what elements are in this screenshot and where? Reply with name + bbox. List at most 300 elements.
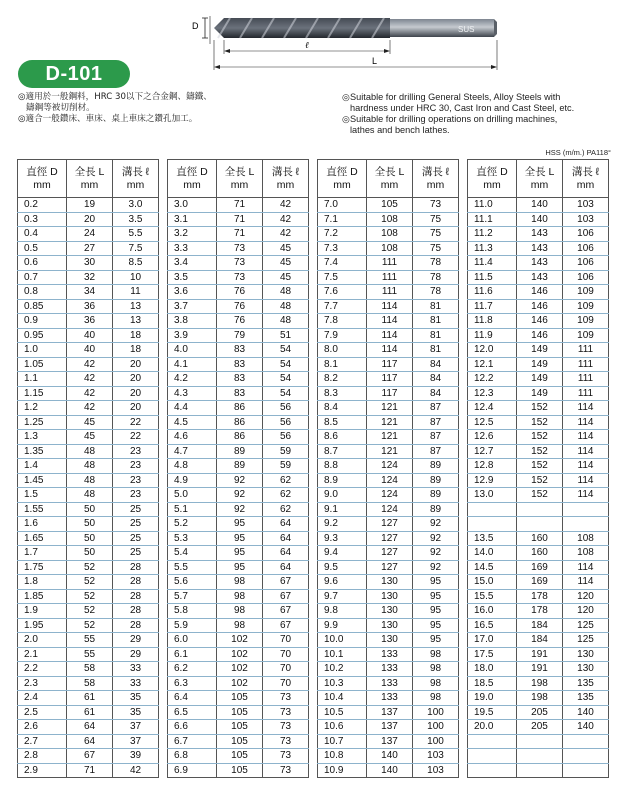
cell-diameter: 6.3 — [168, 676, 217, 691]
header-diameter — [18, 160, 67, 198]
table-row — [168, 343, 309, 358]
cell-diameter: 6.0 — [168, 633, 217, 648]
cell-flute-length: 11 — [113, 285, 159, 300]
cell-total-length: 71 — [217, 212, 263, 227]
cell-diameter: 11.0 — [468, 198, 517, 213]
cell-flute-length: 18 — [113, 328, 159, 343]
cell-diameter: 15.5 — [468, 589, 517, 604]
table-row — [18, 415, 159, 430]
cell-total-length: 95 — [217, 517, 263, 532]
cell-flute-length: 28 — [113, 618, 159, 633]
table-row — [318, 212, 459, 227]
table-row — [318, 676, 459, 691]
cell-total-length: 71 — [217, 198, 263, 213]
cell-diameter: 14.0 — [468, 546, 517, 561]
cell-diameter: 1.55 — [18, 502, 67, 517]
table-row — [318, 734, 459, 749]
cell-diameter: 1.8 — [18, 575, 67, 590]
cell-total-length: 50 — [67, 517, 113, 532]
table-row — [18, 212, 159, 227]
cell-diameter: 6.2 — [168, 662, 217, 677]
cell-diameter: 4.4 — [168, 401, 217, 416]
cell-total-length: 61 — [67, 705, 113, 720]
table-row — [168, 604, 309, 619]
cell-total-length: 95 — [217, 546, 263, 561]
table-row — [318, 444, 459, 459]
cell-diameter: 10.2 — [318, 662, 367, 677]
cell-diameter: 5.6 — [168, 575, 217, 590]
cell-diameter: 8.6 — [318, 430, 367, 445]
cell-diameter: 10.0 — [318, 633, 367, 648]
cell-flute-length: 62 — [263, 488, 309, 503]
cell-total-length: 124 — [367, 473, 413, 488]
spec-table — [317, 159, 459, 778]
cell-diameter: 2.4 — [18, 691, 67, 706]
cell-flute-length: 106 — [563, 256, 609, 271]
table-row — [318, 749, 459, 764]
cell-total-length — [517, 517, 563, 532]
cell-total-length: 48 — [67, 488, 113, 503]
table-row — [168, 401, 309, 416]
cell-flute-length: 135 — [563, 676, 609, 691]
table-row — [18, 676, 159, 691]
table-row — [18, 647, 159, 662]
table-row — [318, 357, 459, 372]
cell-flute-length: 59 — [263, 444, 309, 459]
table-row — [318, 517, 459, 532]
cell-total-length: 130 — [367, 633, 413, 648]
cell-flute-length: 70 — [263, 647, 309, 662]
cell-flute-length: 56 — [263, 415, 309, 430]
table-row — [168, 488, 309, 503]
cell-diameter: 2.1 — [18, 647, 67, 662]
cell-total-length: 137 — [367, 734, 413, 749]
cell-flute-length: 109 — [563, 328, 609, 343]
cell-diameter: 9.2 — [318, 517, 367, 532]
table-row — [468, 502, 609, 517]
cell-diameter: 11.5 — [468, 270, 517, 285]
cell-flute-length: 81 — [413, 343, 459, 358]
cell-total-length: 149 — [517, 372, 563, 387]
cell-diameter: 4.2 — [168, 372, 217, 387]
cell-diameter: 10.5 — [318, 705, 367, 720]
cell-total-length: 114 — [367, 314, 413, 329]
cell-diameter: 5.8 — [168, 604, 217, 619]
cell-flute-length: 20 — [113, 386, 159, 401]
cell-total-length: 108 — [367, 227, 413, 242]
cell-flute-length: 73 — [263, 749, 309, 764]
table-row — [318, 546, 459, 561]
table-row — [18, 488, 159, 503]
cell-total-length: 114 — [367, 343, 413, 358]
cell-flute-length: 22 — [113, 430, 159, 445]
cell-diameter: 14.5 — [468, 560, 517, 575]
table-row — [468, 734, 609, 749]
cell-diameter: 11.6 — [468, 285, 517, 300]
cell-flute-length: 28 — [113, 589, 159, 604]
table-row — [468, 256, 609, 271]
cell-diameter: 3.8 — [168, 314, 217, 329]
cell-diameter: 5.2 — [168, 517, 217, 532]
cell-total-length: 149 — [517, 343, 563, 358]
cell-total-length: 95 — [217, 560, 263, 575]
cell-diameter: 8.1 — [318, 357, 367, 372]
cell-diameter: 9.0 — [318, 488, 367, 503]
cell-total-length: 86 — [217, 401, 263, 416]
cell-total-length: 95 — [217, 531, 263, 546]
cell-flute-length: 70 — [263, 633, 309, 648]
header-total-length — [367, 160, 413, 198]
cell-diameter: 1.15 — [18, 386, 67, 401]
cell-total-length: 152 — [517, 415, 563, 430]
cell-total-length: 133 — [367, 676, 413, 691]
cell-diameter: 17.5 — [468, 647, 517, 662]
cell-diameter: 3.7 — [168, 299, 217, 314]
table-row — [18, 560, 159, 575]
cell-flute-length: 125 — [563, 633, 609, 648]
table-row — [18, 531, 159, 546]
cell-total-length: 102 — [217, 676, 263, 691]
header-flute-length-label: 溝長 ℓ — [421, 165, 450, 178]
cell-flute-length: 87 — [413, 430, 459, 445]
cell-total-length: 130 — [367, 618, 413, 633]
cell-total-length: 105 — [217, 763, 263, 778]
cell-total-length: 137 — [367, 720, 413, 735]
cell-flute-length: 59 — [263, 459, 309, 474]
table-row — [318, 705, 459, 720]
cell-flute-length: 114 — [563, 575, 609, 590]
cell-total-length: 140 — [367, 763, 413, 778]
cell-total-length: 76 — [217, 285, 263, 300]
table-row — [318, 604, 459, 619]
header-total-length-label: 全長 L — [224, 165, 255, 178]
cell-diameter: 11.9 — [468, 328, 517, 343]
cell-total-length: 98 — [217, 618, 263, 633]
cell-total-length: 32 — [67, 270, 113, 285]
table-row — [468, 560, 609, 575]
table-row — [168, 720, 309, 735]
cell-total-length: 42 — [67, 357, 113, 372]
table-row — [18, 763, 159, 778]
cell-total-length: 198 — [517, 691, 563, 706]
table-row — [18, 473, 159, 488]
cell-flute-length: 120 — [563, 604, 609, 619]
cell-total-length: 149 — [517, 357, 563, 372]
cell-diameter: 9.6 — [318, 575, 367, 590]
cell-total-length: 89 — [217, 444, 263, 459]
cell-flute-length: 114 — [563, 488, 609, 503]
cell-flute-length: 73 — [263, 720, 309, 735]
table-row — [168, 546, 309, 561]
cell-flute-length: 42 — [263, 227, 309, 242]
header-flute-length-unit: mm — [576, 178, 595, 191]
cell-total-length: 146 — [517, 285, 563, 300]
table-row — [168, 299, 309, 314]
table-row — [318, 299, 459, 314]
cell-total-length: 140 — [517, 198, 563, 213]
cell-diameter: 8.2 — [318, 372, 367, 387]
cell-flute-length: 114 — [563, 430, 609, 445]
cell-flute-length: 114 — [563, 415, 609, 430]
cell-total-length: 64 — [67, 720, 113, 735]
table-row — [168, 560, 309, 575]
header-total-length-label: 全長 L — [74, 165, 105, 178]
cell-diameter: 11.2 — [468, 227, 517, 242]
header-total-length-unit: mm — [80, 178, 99, 191]
cell-diameter: 16.5 — [468, 618, 517, 633]
table-row — [318, 328, 459, 343]
table-row — [318, 633, 459, 648]
cell-diameter: 0.4 — [18, 227, 67, 242]
cell-total-length: 92 — [217, 502, 263, 517]
cell-diameter: 1.5 — [18, 488, 67, 503]
cell-total-length: 184 — [517, 633, 563, 648]
cell-flute-length: 114 — [563, 459, 609, 474]
table-row — [168, 256, 309, 271]
table-row — [168, 241, 309, 256]
table-row — [18, 314, 159, 329]
cell-total-length — [517, 734, 563, 749]
cell-flute-length: 7.5 — [113, 241, 159, 256]
table-row — [468, 314, 609, 329]
cell-total-length: 152 — [517, 444, 563, 459]
cell-flute-length: 54 — [263, 372, 309, 387]
cell-flute-length: 39 — [113, 749, 159, 764]
cell-diameter: 10.6 — [318, 720, 367, 735]
cell-diameter: 3.4 — [168, 256, 217, 271]
cell-flute-length: 103 — [413, 763, 459, 778]
cell-diameter: 1.65 — [18, 531, 67, 546]
cell-flute-length: 75 — [413, 241, 459, 256]
cell-flute-length: 108 — [563, 546, 609, 561]
cell-flute-length: 95 — [413, 633, 459, 648]
cell-flute-length: 64 — [263, 560, 309, 575]
cell-total-length: 127 — [367, 517, 413, 532]
cell-flute-length — [563, 749, 609, 764]
cell-diameter: 1.25 — [18, 415, 67, 430]
cell-flute-length: 109 — [563, 314, 609, 329]
cell-flute-length: 62 — [263, 502, 309, 517]
cell-total-length: 149 — [517, 386, 563, 401]
table-row — [18, 343, 159, 358]
header-total-length-unit: mm — [380, 178, 399, 191]
cell-diameter: 7.1 — [318, 212, 367, 227]
header-flute-length-label: 溝長 ℓ — [121, 165, 150, 178]
cell-diameter: 0.7 — [18, 270, 67, 285]
cell-total-length: 105 — [217, 691, 263, 706]
cell-total-length: 178 — [517, 604, 563, 619]
table-row — [168, 647, 309, 662]
header-total-length-unit: mm — [230, 178, 249, 191]
cell-diameter: 1.2 — [18, 401, 67, 416]
cell-total-length: 133 — [367, 691, 413, 706]
cell-flute-length: 3.0 — [113, 198, 159, 213]
table-row — [18, 386, 159, 401]
cell-total-length: 121 — [367, 401, 413, 416]
cell-total-length: 130 — [367, 604, 413, 619]
cell-flute-length: 100 — [413, 734, 459, 749]
cell-flute-length: 103 — [413, 749, 459, 764]
note-zh-line: ◎適合一般鑽床、車床、桌上車床之鑽孔加工。 — [18, 114, 198, 124]
table-row — [18, 372, 159, 387]
table-row — [168, 459, 309, 474]
cell-diameter: 5.3 — [168, 531, 217, 546]
cell-total-length: 71 — [217, 227, 263, 242]
cell-diameter: 19.5 — [468, 705, 517, 720]
note-zh-line: 鑄鋼等被切削材。 — [26, 103, 95, 113]
cell-flute-length: 78 — [413, 270, 459, 285]
cell-total-length: 64 — [67, 734, 113, 749]
cell-total-length: 124 — [367, 459, 413, 474]
cell-flute-length: 42 — [263, 198, 309, 213]
cell-flute-length: 87 — [413, 401, 459, 416]
table-row — [318, 401, 459, 416]
cell-total-length: 102 — [217, 647, 263, 662]
table-row — [318, 386, 459, 401]
cell-flute-length: 103 — [563, 212, 609, 227]
cell-total-length: 105 — [217, 705, 263, 720]
cell-total-length: 205 — [517, 705, 563, 720]
cell-total-length: 169 — [517, 560, 563, 575]
cell-total-length: 86 — [217, 415, 263, 430]
cell-flute-length: 92 — [413, 517, 459, 532]
cell-diameter: 8.8 — [318, 459, 367, 474]
header-flute-length-unit: mm — [126, 178, 145, 191]
cell-total-length: 111 — [367, 270, 413, 285]
cell-total-length: 117 — [367, 386, 413, 401]
cell-flute-length: 98 — [413, 662, 459, 677]
table-row — [18, 285, 159, 300]
cell-diameter: 1.3 — [18, 430, 67, 445]
cell-diameter — [468, 517, 517, 532]
cell-flute-length: 28 — [113, 575, 159, 590]
cell-diameter: 12.5 — [468, 415, 517, 430]
table-row — [318, 618, 459, 633]
header-diameter-label: 直徑 D — [26, 165, 58, 178]
cell-flute-length: 54 — [263, 386, 309, 401]
cell-diameter: 4.6 — [168, 430, 217, 445]
cell-flute-length: 20 — [113, 372, 159, 387]
header-diameter-label: 直徑 D — [476, 165, 508, 178]
cell-flute-length: 140 — [563, 705, 609, 720]
cell-flute-length: 54 — [263, 343, 309, 358]
cell-flute-length: 114 — [563, 473, 609, 488]
table-row — [168, 198, 309, 213]
table-header-row — [168, 160, 309, 198]
table-row — [168, 691, 309, 706]
cell-flute-length: 120 — [563, 589, 609, 604]
note-en-line: ◎Suitable for drilling operations on drilling machines, — [342, 114, 558, 124]
cell-diameter: 17.0 — [468, 633, 517, 648]
cell-diameter: 1.85 — [18, 589, 67, 604]
cell-total-length: 92 — [217, 488, 263, 503]
note-en-line: lathes and bench lathes. — [350, 125, 450, 135]
table-row — [468, 720, 609, 735]
cell-total-length: 50 — [67, 546, 113, 561]
table-row — [468, 241, 609, 256]
table-row — [18, 401, 159, 416]
cell-diameter: 7.3 — [318, 241, 367, 256]
table-row — [18, 720, 159, 735]
flute-length-label: ℓ — [305, 41, 309, 51]
cell-total-length: 92 — [217, 473, 263, 488]
table-row — [168, 357, 309, 372]
cell-flute-length: 98 — [413, 676, 459, 691]
header-diameter-unit: mm — [333, 178, 351, 191]
table-row — [168, 517, 309, 532]
cell-diameter: 8.9 — [318, 473, 367, 488]
table-row — [168, 328, 309, 343]
cell-flute-length: 56 — [263, 401, 309, 416]
table-row — [318, 198, 459, 213]
table-row — [318, 488, 459, 503]
cell-flute-length: 78 — [413, 285, 459, 300]
cell-total-length: 27 — [67, 241, 113, 256]
cell-diameter: 11.3 — [468, 241, 517, 256]
cell-total-length: 160 — [517, 546, 563, 561]
table-row — [468, 270, 609, 285]
table-row — [318, 314, 459, 329]
product-code-badge: D-101 — [18, 60, 130, 88]
cell-diameter: 7.0 — [318, 198, 367, 213]
table-row — [468, 691, 609, 706]
header-diameter-unit: mm — [483, 178, 501, 191]
cell-diameter: 10.1 — [318, 647, 367, 662]
cell-diameter: 8.0 — [318, 343, 367, 358]
table-row — [18, 299, 159, 314]
cell-flute-length: 28 — [113, 560, 159, 575]
cell-diameter: 3.0 — [168, 198, 217, 213]
table-row — [468, 285, 609, 300]
table-row — [18, 734, 159, 749]
cell-flute-length: 100 — [413, 720, 459, 735]
cell-flute-length: 130 — [563, 647, 609, 662]
cell-flute-length: 84 — [413, 386, 459, 401]
cell-diameter: 4.7 — [168, 444, 217, 459]
table-row — [18, 198, 159, 213]
cell-diameter: 1.95 — [18, 618, 67, 633]
cell-flute-length: 64 — [263, 517, 309, 532]
header-flute-length — [263, 160, 309, 198]
table-row — [18, 691, 159, 706]
cell-total-length: 34 — [67, 285, 113, 300]
cell-total-length: 140 — [517, 212, 563, 227]
table-row — [18, 749, 159, 764]
cell-diameter: 11.7 — [468, 299, 517, 314]
table-row — [168, 662, 309, 677]
cell-diameter: 2.0 — [18, 633, 67, 648]
table-row — [468, 604, 609, 619]
cell-total-length: 146 — [517, 328, 563, 343]
cell-flute-length — [563, 734, 609, 749]
table-row — [468, 546, 609, 561]
table-row — [168, 502, 309, 517]
cell-diameter: 12.7 — [468, 444, 517, 459]
cell-flute-length: 70 — [263, 676, 309, 691]
cell-total-length: 52 — [67, 604, 113, 619]
table-row — [318, 241, 459, 256]
cell-flute-length: 67 — [263, 589, 309, 604]
cell-total-length: 133 — [367, 662, 413, 677]
cell-diameter: 10.9 — [318, 763, 367, 778]
table-row — [468, 676, 609, 691]
cell-flute-length: 87 — [413, 444, 459, 459]
cell-total-length: 117 — [367, 372, 413, 387]
cell-flute-length: 89 — [413, 488, 459, 503]
cell-diameter: 5.1 — [168, 502, 217, 517]
table-row — [468, 531, 609, 546]
table-row — [468, 372, 609, 387]
